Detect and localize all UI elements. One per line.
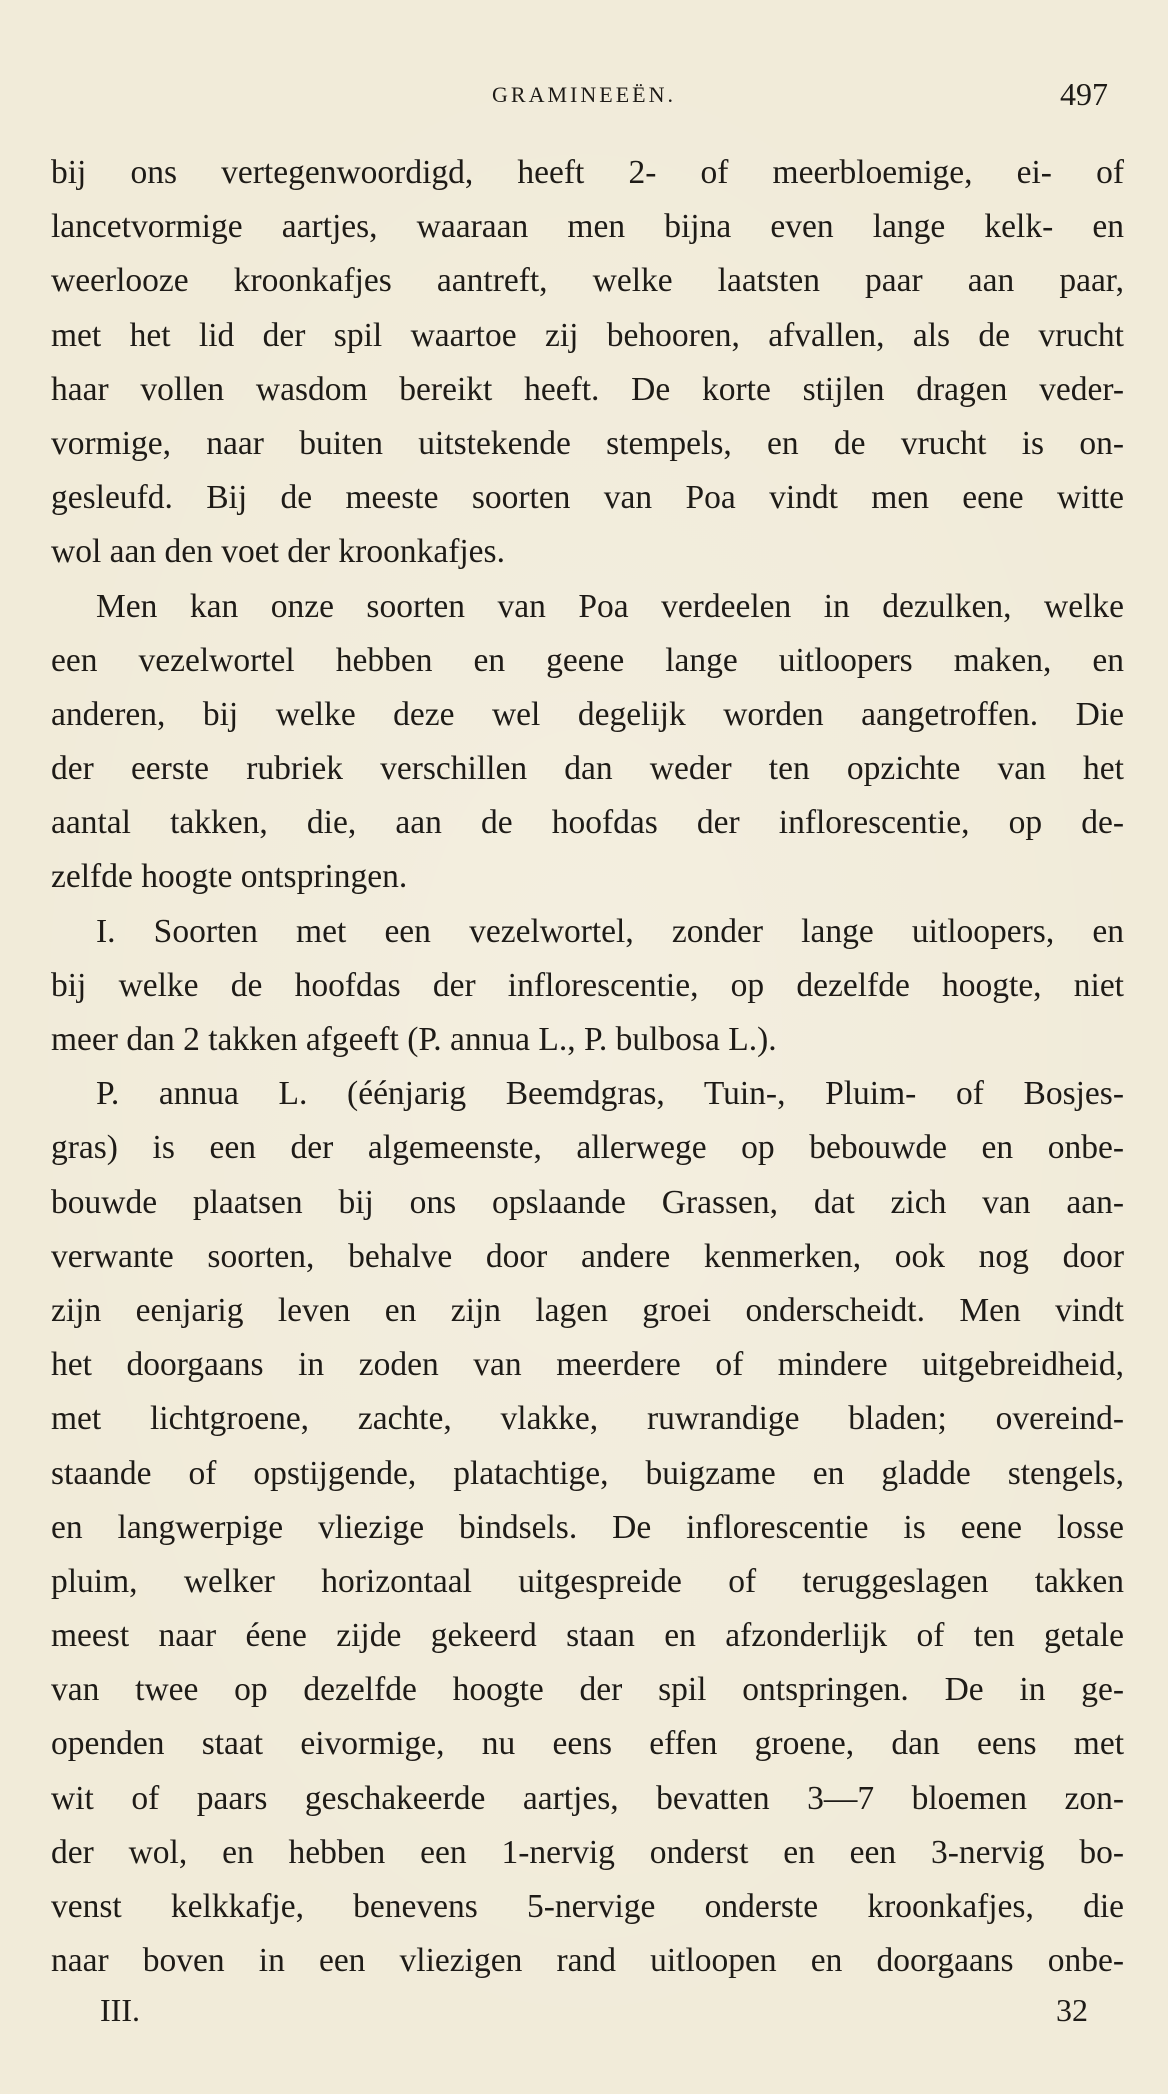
text-line: vormige, naar buiten uitstekende stempels, en de vrucht is on-	[51, 424, 1124, 462]
text-line: der eerste rubriek verschillen dan weder ten opzichte van het	[51, 750, 1124, 788]
text-line: I. Soorten met een vezelwortel, zonder lange uitloopers, en	[96, 912, 1124, 950]
text-line: met lichtgroene, zachte, vlakke, ruwrandige bladen; overeind-	[51, 1400, 1124, 1438]
body-text	[51, 146, 1124, 1988]
text-line: aantal takken, die, aan de hoofdas der inflorescentie, op de-	[51, 804, 1124, 842]
text-line: haar vollen wasdom bereikt heeft. De korte stijlen dragen veder-	[51, 370, 1124, 408]
text-line: wit of paars geschakeerde aartjes, bevatten 3—7 bloemen zon-	[51, 1779, 1124, 1817]
text-line: meer dan 2 takken afgeeft (P. annua L., P. bulbosa L.).	[51, 1021, 777, 1058]
text-line: naar boven in een vliezigen rand uitloopen en doorgaans onbe-	[51, 1942, 1124, 1980]
text-line: gesleufd. Bij de meeste soorten van Poa vindt men eene witte	[51, 479, 1124, 517]
text-line: zelfde hoogte ontspringen.	[51, 858, 408, 896]
text-line: en langwerpige vliezige bindsels. De inflorescentie is eene losse	[51, 1508, 1124, 1546]
text-line: bij welke de hoofdas der inflorescentie, op dezelfde hoogte, niet	[51, 966, 1124, 1004]
text-line: anderen, bij welke deze wel degelijk worden aangetroffen. Die	[51, 695, 1124, 733]
running-head: GRAMINEEËN.	[492, 82, 676, 107]
text-line: verwante soorten, behalve door andere kenmerken, ook nog door	[51, 1237, 1124, 1275]
text-line: staande of opstijgende, platachtige, buigzame en gladde stengels,	[51, 1454, 1124, 1492]
text-line: der wol, en hebben een 1-nervig onderst en een 3-nervig bo-	[51, 1833, 1124, 1871]
sheet-number: 32	[1056, 1992, 1088, 2028]
page-number: 497	[1060, 76, 1108, 112]
text-line: weerlooze kroonkafjes aantreft, welke laatsten paar aan paar,	[51, 262, 1124, 300]
text-line: zijn eenjarig leven en zijn lagen groei onderscheidt. Men vindt	[51, 1291, 1124, 1329]
text-line: venst kelkkafje, benevens 5-nervige onderste kroonkafjes, die	[51, 1888, 1124, 1925]
text-line: gras) is een der algemeenste, allerwege op bebouwde en onbe-	[51, 1129, 1124, 1167]
text-line: wol aan den voet der kroonkafjes.	[51, 533, 505, 571]
text-line: Men kan onze soorten van Poa verdeelen in dezulken, welke	[96, 587, 1124, 625]
text-line: pluim, welker horizontaal uitgespreide of teruggeslagen takken	[51, 1562, 1124, 1600]
text-line: het doorgaans in zoden van meerdere of mindere uitgebreidheid,	[51, 1346, 1124, 1384]
text-line: met het lid der spil waartoe zij behooren, afvallen, als de vrucht	[51, 316, 1124, 354]
text-line: bouwde plaatsen bij ons opslaande Grassen, dat zich van aan-	[51, 1183, 1124, 1221]
text-line: P. annua L. (éénjarig Beemdgras, Tuin-, Pluim- of Bosjes-	[96, 1075, 1124, 1113]
text-line: een vezelwortel hebben en geene lange uitloopers maken, en	[51, 641, 1124, 679]
signature-mark: III.	[100, 1992, 140, 2028]
text-line: lancetvormige aartjes, waaraan men bijna even lange kelk- en	[51, 208, 1124, 246]
text-line: bij ons vertegenwoordigd, heeft 2- of meerbloemige, ei- of	[51, 154, 1124, 191]
page-footer	[50, 1992, 1118, 2042]
page-header	[50, 70, 1118, 120]
text-line: openden staat eivormige, nu eens effen groene, dan eens met	[51, 1725, 1124, 1763]
text-line: van twee op dezelfde hoogte der spil ontspringen. De in ge-	[51, 1671, 1124, 1709]
text-line: meest naar éene zijde gekeerd staan en afzonderlijk of ten getale	[51, 1617, 1124, 1655]
